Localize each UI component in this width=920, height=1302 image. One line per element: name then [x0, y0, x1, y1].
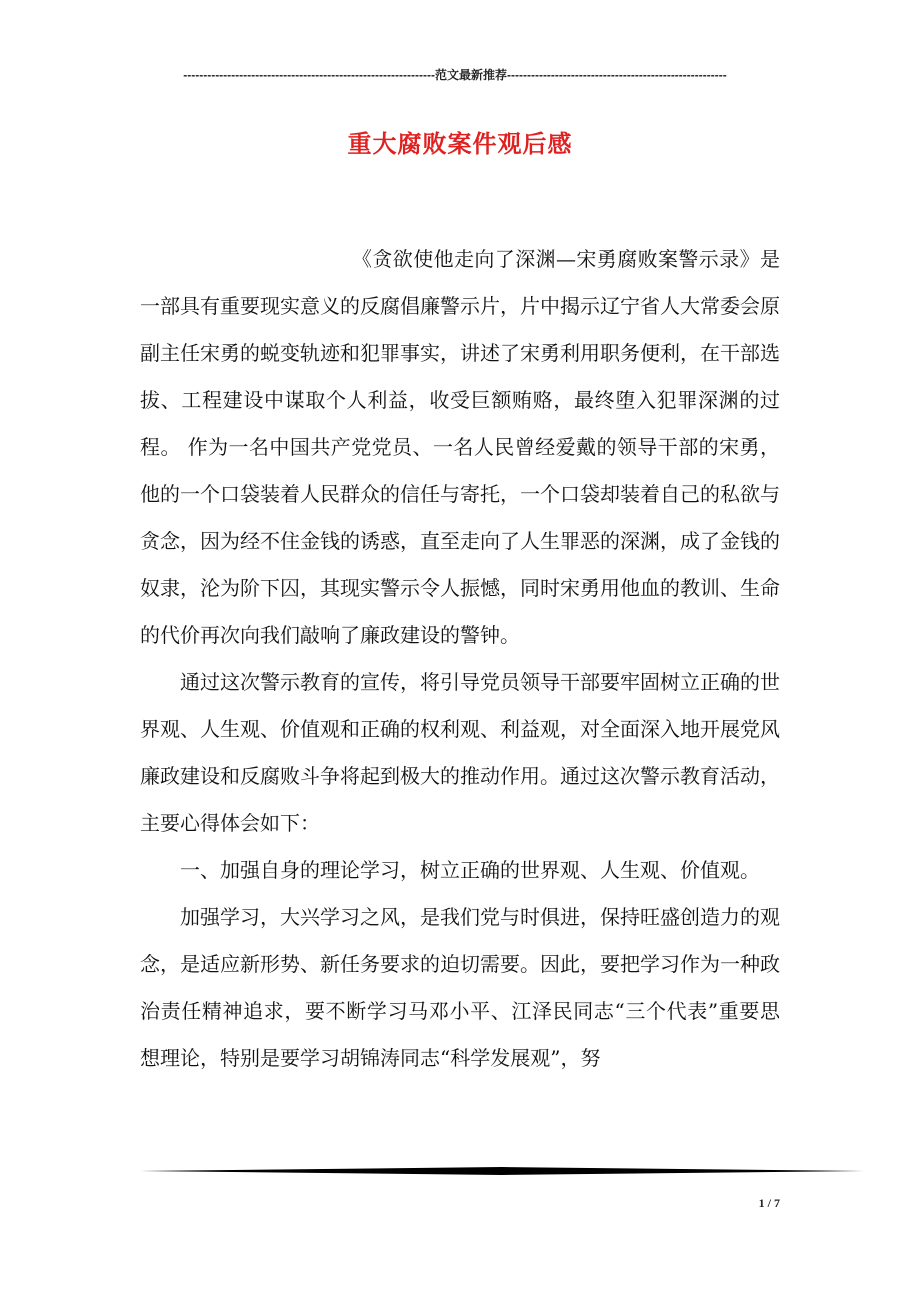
paragraph-heading-one: 一、加强自身的理论学习，树立正确的世界观、人生观、价值观。 — [180, 858, 760, 882]
paragraph-study: 加强学习，大兴学习之风，是我们党与时俱进，保持旺盛创造力的观念，是适应新形势、新任务要求的迫切需要。因此，要把学习作为一种政治责任精神追求，要不断学习马邓小平、江泽民同志“三个代表”重要思想理论，特别是要学习胡锦涛同志“科学发展观”，努 — [140, 905, 780, 1070]
paragraph-education: 通过这次警示教育的宣传，将引导党员领导干部要牢固树立正确的世界观、人生观、价值观和正确的权利观、利益观，对全面深入地开展党风廉政建设和反腐败斗争将起到极大的推动作用。通过这次警示教育活动，主要心得体会如下： — [140, 670, 780, 835]
document-body — [140, 236, 780, 1082]
footer-divider — [140, 1166, 864, 1176]
document-title: 重大腐败案件观后感 — [347, 129, 573, 158]
page-number: 1 / 7 — [758, 1196, 780, 1210]
header-recommendation-line: ---------------------------------------------------------------范文最新推荐------------------------------------------------------- — [183, 68, 727, 82]
paragraph-intro: 《贪欲使他走向了深渊—宋勇腐败案警示录》是一部具有重要现实意义的反腐倡廉警示片，片中揭示辽宁省人大常委会原副主任宋勇的蜕变轨迹和犯罪事实，讲述了宋勇利用职务便利，在干部选拔、工程建设中谋取个人利益，收受巨额贿赂，最终堕入犯罪深渊的过程。 作为一名中国共产党党员、一名人民曾经爱戴的领导干部的宋勇，他的一个口袋装着人民群众的信任与寄托，一个口袋却装着自己的私欲与贪念，因为经不住金钱的诱惑，直至走向了人生罪恶的深渊，成了金钱的奴隶，沦为阶下囚，其现实警示令人振憾，同时宋勇用他血的教训、生命的代价再次向我们敲响了廉政建设的警钟。 — [140, 247, 780, 647]
